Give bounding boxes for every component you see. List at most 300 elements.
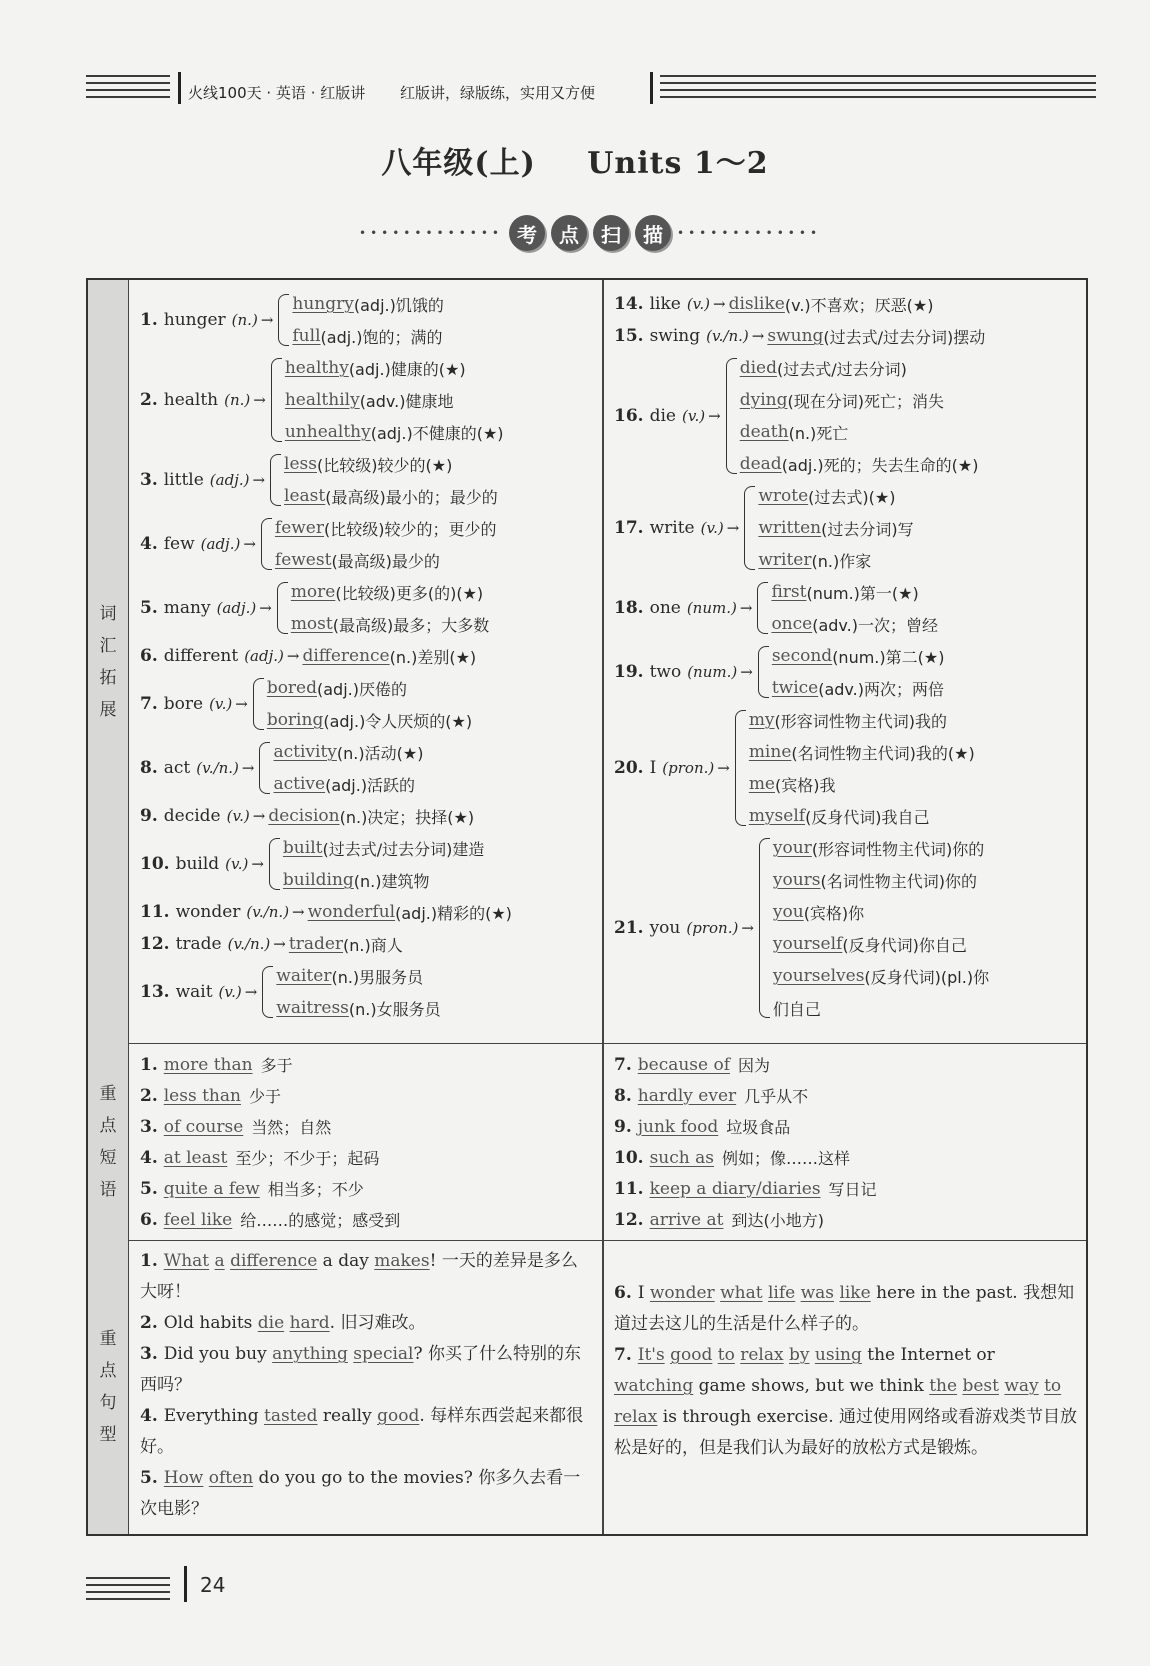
phrase-item: [614, 1049, 1084, 1080]
derived-list: [749, 704, 975, 832]
answer-word: swung: [767, 326, 824, 346]
answer-word: written: [758, 518, 822, 538]
derived-list: [276, 960, 440, 1024]
entry-meaning: (n.)死亡: [788, 423, 849, 443]
entry-meaning: (宾格)你: [803, 903, 865, 923]
arrow-icon: →: [717, 759, 730, 777]
derived-word: [773, 896, 989, 928]
entry-number: 15.: [614, 326, 644, 346]
phrase-number: 8.: [614, 1085, 632, 1106]
answer-word: myself: [748, 806, 806, 826]
vocab-entry: [140, 672, 594, 736]
sentences-section: [88, 1240, 1086, 1534]
answer-word: first: [771, 582, 807, 602]
derived-word: [292, 288, 443, 320]
part-of-speech: (num.): [686, 599, 737, 617]
vocab-section: [88, 280, 1086, 1044]
phrase-answer: less than: [163, 1085, 241, 1106]
answer-word: your: [772, 838, 812, 858]
side-label-char: 词: [99, 603, 117, 624]
arrow-icon: →: [243, 535, 256, 553]
vocab-entry: [140, 960, 594, 1024]
banner-char: 点: [551, 215, 587, 251]
entry-meaning: (adj.)健康的(★): [348, 359, 466, 379]
answer-word: full: [292, 326, 321, 346]
derived-word: [284, 448, 498, 480]
sentence-blank: way: [1004, 1376, 1039, 1396]
entry-word: build: [175, 854, 220, 874]
entry-meaning: (最高级)最小的；最少的: [325, 487, 498, 507]
answer-word: hungry: [292, 294, 354, 314]
side-label-char: 点: [99, 1361, 117, 1381]
derived-word: [283, 832, 484, 864]
entry-word: health: [163, 390, 219, 410]
derived-word: [276, 960, 440, 992]
phrases-side-label: [88, 1043, 129, 1240]
answer-word: difference: [302, 646, 390, 666]
vocab-entry: [140, 448, 594, 512]
phrase-number: 6.: [140, 1209, 158, 1230]
derived-list: [291, 576, 489, 640]
derived-word: [285, 352, 504, 384]
entry-number: 17.: [614, 518, 644, 538]
entry-meaning: (n.)女服务员: [348, 999, 441, 1019]
phrase-item: [140, 1111, 594, 1142]
part-of-speech: (v.): [209, 695, 233, 713]
phrase-meaning: 垃圾食品: [726, 1118, 791, 1137]
brace-icon: [259, 742, 270, 794]
entry-meaning: (形容词性物主代词)你的: [811, 839, 985, 859]
entry-head: [140, 854, 267, 874]
sentence-blank: was: [800, 1283, 835, 1303]
answer-word: yours: [772, 870, 821, 890]
derived-word: [773, 832, 989, 864]
part-of-speech: (adj.): [244, 647, 284, 665]
sentence-blank: How: [163, 1468, 204, 1488]
answer-word: built: [282, 838, 323, 858]
derived-word: [276, 992, 440, 1024]
entry-meaning: (反身代词)你自己: [842, 935, 967, 955]
sentences-right-column: [614, 1278, 1078, 1464]
phrase-answer: quite a few: [163, 1178, 260, 1199]
entry-number: 13.: [140, 982, 170, 1002]
arrow-icon: →: [726, 519, 740, 537]
answer-word: yourselves: [772, 966, 865, 986]
header-slogan: 红版讲，绿版练，实用又方便: [400, 84, 596, 102]
sentence-item: [614, 1278, 1078, 1340]
entry-meaning: (n.)活动(★): [336, 743, 424, 763]
phrase-answer: such as: [649, 1147, 714, 1168]
summary-table: [86, 278, 1088, 1536]
derived-word: [273, 768, 423, 800]
entry-word: one: [649, 598, 681, 618]
vocab-entry: [140, 576, 594, 640]
phrase-answer: keep a diary/diaries: [649, 1178, 821, 1199]
part-of-speech: (v.): [226, 807, 250, 825]
vocab-entry: [614, 704, 1084, 832]
derived-word: [772, 640, 945, 672]
sentence-blank: makes: [374, 1251, 430, 1271]
sentence-item: [614, 1340, 1078, 1464]
entry-meaning: (v.)不喜欢；厌恶(★): [784, 295, 934, 315]
derived-word: [740, 352, 979, 384]
sentence-blank: to relax: [614, 1376, 1062, 1427]
sentence-text: Everything: [163, 1406, 265, 1426]
entry-word: hunger: [163, 310, 226, 330]
part-of-speech: (v.): [686, 295, 710, 313]
derived-word: [771, 608, 938, 640]
entry-word: trade: [175, 934, 222, 954]
sentence-blank: to: [717, 1345, 735, 1365]
entry-meaning: (adj.)死的；失去生命的(★): [781, 455, 979, 475]
part-of-speech: (adj.): [200, 535, 241, 553]
entry-meaning: (n.)差别(★): [389, 647, 477, 667]
sentence-number: 4.: [140, 1406, 158, 1426]
derived-word: [758, 512, 913, 544]
vocab-entry: [614, 352, 1084, 480]
phrase-item: [140, 1204, 594, 1235]
answer-word: writer: [758, 550, 812, 570]
entry-word: swing: [649, 326, 701, 346]
phrases-right-column: [614, 1049, 1084, 1235]
brace-icon: [253, 678, 264, 730]
sentence-blank: good: [670, 1345, 713, 1365]
vocab-left-column: [140, 288, 594, 1024]
entry-head: [614, 406, 724, 426]
sentence-blank: using: [814, 1345, 862, 1365]
sentence-text: here in the past. 我想知道过去这儿的生活是什么样子的。: [614, 1283, 1075, 1334]
header-rule-right: [660, 75, 1096, 105]
entry-meaning: (adj.)令人厌烦的(★): [323, 711, 473, 731]
derived-word: [749, 768, 975, 800]
answer-word: healthy: [284, 358, 349, 378]
entry-word: die: [649, 406, 676, 426]
entry-number: 21.: [614, 918, 644, 938]
part-of-speech: (v.): [225, 855, 249, 873]
sentence-blank: life: [767, 1283, 796, 1303]
derived-word: [771, 576, 938, 608]
sentences-side-label: [88, 1240, 129, 1534]
phrase-number: 10.: [614, 1147, 644, 1168]
vocab-entry: [140, 736, 594, 800]
answer-word: fewest: [274, 550, 332, 570]
entry-head: [614, 662, 756, 682]
arrow-icon: →: [286, 647, 300, 665]
sentence-text: Did you buy: [163, 1344, 273, 1364]
banner-char: 扫: [593, 215, 629, 251]
vocab-entry: [140, 800, 594, 832]
derived-word: [773, 960, 989, 992]
sentence-number: 2.: [140, 1313, 158, 1333]
entry-meaning: (比较级)较少的；更少的: [324, 519, 497, 539]
phrase-answer: more than: [163, 1054, 253, 1075]
answer-word: active: [273, 774, 326, 794]
phrase-item: [614, 1204, 1084, 1235]
vocab-entry: [614, 832, 1084, 1024]
brace-icon: [735, 710, 746, 826]
derived-word: [292, 320, 443, 352]
derived-word: [267, 704, 472, 736]
entry-word: decide: [163, 806, 221, 826]
brace-icon: [758, 646, 769, 698]
arrow-icon: →: [235, 695, 248, 713]
phrase-meaning: 因为: [738, 1056, 771, 1075]
entry-word: many: [163, 598, 211, 618]
derived-word: [275, 512, 497, 544]
side-label-char: 拓: [99, 667, 117, 688]
brace-icon: [744, 486, 755, 570]
entry-number: 7.: [140, 694, 158, 714]
arrow-icon: →: [740, 663, 753, 681]
part-of-speech: (v./n.): [246, 903, 290, 921]
derived-list: [772, 640, 945, 704]
entry-number: 8.: [140, 758, 158, 778]
sentence-blank: like: [839, 1283, 871, 1303]
side-label-char: 展: [99, 699, 117, 720]
entry-meaning: (过去式/过去分词)建造: [322, 839, 485, 859]
answer-word: wonderful: [307, 902, 396, 922]
entry-meaning: (现在分词)死亡；消失: [787, 391, 944, 411]
entry-meaning: (adj.)精彩的(★): [395, 903, 512, 923]
sentence-text: ! 一天的差异是多么大呀！: [140, 1251, 578, 1302]
phrase-item: [140, 1080, 594, 1111]
sentence-blank: It's: [637, 1345, 665, 1365]
sentence-number: 7.: [614, 1345, 632, 1365]
entry-word: act: [163, 758, 191, 778]
entry-word: bore: [163, 694, 204, 714]
phrase-answer: feel like: [163, 1209, 233, 1230]
entry-word: different: [163, 646, 239, 666]
entry-meaning: (adv.)一次；曾经: [812, 615, 938, 635]
entry-meaning: (最高级)最多；大多数: [332, 615, 490, 635]
sentence-item: [140, 1308, 594, 1339]
derived-word: [758, 480, 913, 512]
side-label-char: 短: [99, 1147, 117, 1168]
phrase-number: 12.: [614, 1209, 644, 1230]
derived-word: [273, 736, 423, 768]
phrase-number: 4.: [140, 1147, 158, 1168]
derived-list: [771, 576, 938, 640]
sentence-blank: tasted: [264, 1406, 318, 1426]
derived-word: [291, 576, 489, 608]
entry-meaning: (过去式/过去分词)摆动: [823, 327, 986, 347]
phrase-answer: because of: [637, 1054, 731, 1075]
entry-meaning: (反身代词)(pl.)你: [864, 967, 990, 987]
phrase-meaning: 到达(小地方): [731, 1211, 824, 1230]
phrase-item: [614, 1111, 1084, 1142]
sentence-text: do you go to the movies? 你多久去看一次电影？: [140, 1468, 581, 1519]
entry-meaning: (adj.)不健康的(★): [370, 423, 504, 443]
phrase-number: 5.: [140, 1178, 158, 1199]
entry-meaning: (n.)作家: [811, 551, 872, 571]
entry-number: 6.: [140, 646, 158, 666]
brace-icon: [269, 838, 280, 890]
phrase-meaning: 几乎从不: [744, 1087, 809, 1106]
derived-list: [273, 736, 423, 800]
entry-word: few: [163, 534, 195, 554]
derived-word: [283, 864, 484, 896]
sentence-text: . 旧习难改。: [329, 1313, 426, 1333]
arrow-icon: →: [260, 311, 274, 329]
entry-head: [140, 390, 269, 410]
entry-meaning: (n.)决定；抉择(★): [339, 807, 475, 827]
entry-number: 12.: [140, 934, 170, 954]
vocab-right-column: [614, 288, 1084, 1024]
sentence-blank: relax: [740, 1345, 784, 1365]
derived-word: [758, 544, 913, 576]
entry-meaning: (adv.)两次；两倍: [818, 679, 944, 699]
answer-word: unhealthy: [284, 422, 371, 442]
derived-list: [758, 480, 913, 576]
entry-word: little: [163, 470, 204, 490]
vocab-entry: [140, 512, 594, 576]
answer-word: second: [771, 646, 833, 666]
page-title: [0, 138, 1150, 182]
phrase-answer: arrive at: [649, 1209, 724, 1230]
entry-number: 2.: [140, 390, 158, 410]
answer-word: once: [771, 614, 813, 634]
entry-number: 5.: [140, 598, 158, 618]
answer-word: healthily: [284, 390, 360, 410]
sentence-item: [140, 1339, 594, 1401]
entry-word: write: [649, 518, 695, 538]
derived-word: [773, 992, 989, 1024]
entry-number: 18.: [614, 598, 644, 618]
answer-word: dying: [739, 390, 788, 410]
entry-meaning: (过去分词)写: [821, 519, 914, 539]
answer-word: activity: [273, 742, 337, 762]
part-of-speech: (adj.): [216, 599, 257, 617]
answer-word: wrote: [758, 486, 809, 506]
brace-icon: [270, 454, 281, 506]
side-label-char: 型: [99, 1425, 117, 1445]
footer-rule: [86, 1577, 170, 1605]
arrow-icon: →: [713, 295, 726, 313]
sentence-item: [140, 1463, 594, 1525]
answer-word: less: [284, 454, 317, 474]
sentence-item: [140, 1401, 594, 1463]
sentence-blank: wonder: [649, 1283, 715, 1303]
derived-list: [740, 352, 979, 480]
sentence-blank: by: [789, 1345, 810, 1365]
answer-word: yourself: [772, 934, 843, 954]
sentence-number: 5.: [140, 1468, 158, 1488]
sentence-text: ? 你买了什么特别的东西吗？: [140, 1344, 582, 1395]
phrase-item: [140, 1173, 594, 1204]
entry-meaning: (n.)商人: [343, 935, 403, 955]
brace-icon: [278, 294, 289, 346]
vocab-entry: [140, 896, 594, 928]
phrase-item: [614, 1080, 1084, 1111]
brace-icon: [261, 518, 272, 570]
part-of-speech: (n.): [224, 391, 251, 409]
answer-word: bored: [266, 678, 317, 698]
answer-word: died: [739, 358, 777, 378]
entry-meaning: (adj.)厌倦的: [317, 679, 407, 699]
arrow-icon: →: [244, 983, 258, 1001]
sentence-blank: what: [720, 1283, 763, 1303]
phrase-meaning: 例如；像……这样: [721, 1149, 850, 1168]
phrase-meaning: 至少；不少于；起码: [235, 1149, 380, 1168]
arrow-icon: →: [292, 903, 305, 921]
answer-word: you: [772, 902, 804, 922]
entry-head: [614, 518, 742, 538]
vocab-entry: [614, 640, 1084, 704]
entry-head: [140, 534, 259, 554]
brace-icon: [759, 838, 770, 1018]
sentence-text: I: [637, 1283, 650, 1303]
arrow-icon: →: [251, 855, 264, 873]
phrase-answer: at least: [163, 1147, 228, 1168]
entry-word: like: [649, 294, 681, 314]
phrase-meaning: 写日记: [828, 1180, 877, 1199]
derived-word: [275, 544, 497, 576]
derived-word: [740, 448, 979, 480]
answer-word: more: [290, 582, 336, 602]
entry-number: 11.: [140, 902, 170, 922]
brace-icon: [757, 582, 768, 634]
answer-word: decision: [268, 806, 340, 826]
entry-meaning: (反身代词)我自己: [805, 807, 930, 827]
entry-word: wonder: [175, 902, 241, 922]
phrase-item: [614, 1173, 1084, 1204]
entry-word: wait: [175, 982, 213, 1002]
part-of-speech: (v.): [700, 519, 724, 537]
phrase-meaning: 当然；自然: [251, 1118, 332, 1137]
entry-meaning: (比较级)较少的(★): [317, 455, 453, 475]
vocab-entry: [614, 320, 1084, 352]
sentence-number: 3.: [140, 1344, 158, 1364]
phrase-item: [614, 1142, 1084, 1173]
entry-meaning: (名词性物主代词)我的(★): [791, 743, 975, 763]
entry-meaning: (num.)第一(★): [806, 583, 919, 603]
entry-meaning: (n.)建筑物: [353, 871, 430, 891]
entry-number: 1.: [140, 310, 158, 330]
grade-label: 八年级(上): [381, 146, 536, 181]
vocab-entry: [140, 640, 594, 672]
page-number: 24: [200, 1573, 226, 1597]
entry-meaning: (num.)第二(★): [832, 647, 945, 667]
banner-char: 描: [635, 215, 671, 251]
header-series: 火线100天 · 英语 · 红版讲: [188, 84, 366, 102]
entry-head: [614, 598, 755, 618]
sentence-blank: die: [257, 1313, 285, 1333]
entry-word: two: [649, 662, 682, 682]
phrase-meaning: 相当多；不少: [267, 1180, 364, 1199]
answer-word: trader: [288, 934, 344, 954]
units-label: Units 1～2: [587, 146, 769, 181]
part-of-speech: (n.): [231, 311, 258, 329]
sentence-text: game shows, but we think: [693, 1376, 930, 1396]
derived-word: [773, 928, 989, 960]
entry-number: 3.: [140, 470, 158, 490]
sentence-number: 6.: [614, 1283, 632, 1303]
answer-word: my: [748, 710, 775, 730]
header-rule-left: [86, 75, 170, 105]
entry-number: 19.: [614, 662, 644, 682]
phrase-number: 3.: [140, 1116, 158, 1137]
vocab-side-label: [88, 280, 129, 1043]
derived-word: [285, 384, 504, 416]
phrase-meaning: 少于: [248, 1087, 281, 1106]
derived-word: [740, 384, 979, 416]
entry-meaning: (最高级)最少的: [331, 551, 440, 571]
entry-meaning: (adv.)健康地: [359, 391, 454, 411]
phrase-item: [140, 1049, 594, 1080]
section-banner: ••••••••••••• 考 点 扫 描 •••••••••••••: [350, 212, 830, 254]
derived-word: [772, 672, 945, 704]
sentence-text: a day: [317, 1251, 375, 1271]
